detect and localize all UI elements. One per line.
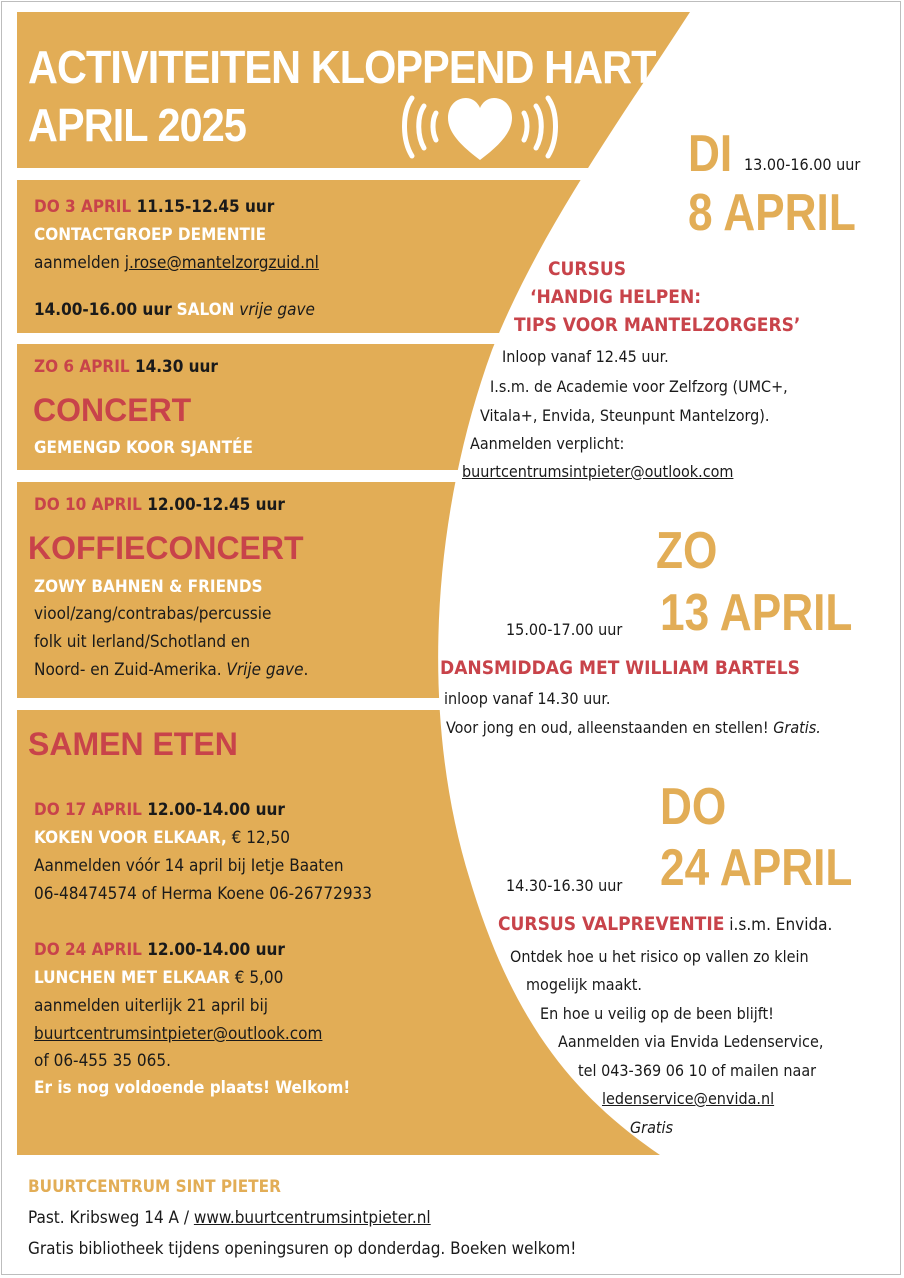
- event-date-line: [34, 800, 285, 820]
- signup-line: [34, 253, 319, 273]
- event-time: 14.30 uur: [134, 357, 218, 377]
- salon-time: 14.00-16.00 uur: [34, 300, 172, 320]
- event-title: CONCERT: [33, 392, 192, 428]
- event-day: DO 24 APRIL: [34, 940, 142, 960]
- event-description-2: 06-48474574 of Herma Koene 06-26772933: [34, 884, 372, 904]
- section-title: SAMEN ETEN: [28, 726, 238, 762]
- event-title: DANSMIDDAG MET WILLIAM BARTELS: [440, 657, 800, 679]
- event-description-3: En hoe u veilig op de been blijft!: [540, 1004, 774, 1023]
- event-description-3: of 06-455 35 065.: [34, 1051, 171, 1071]
- footer-note: Gratis bibliotheek tijdens openingsuren op donderdag. Boeken welkom!: [28, 1239, 577, 1259]
- event-description-3: [34, 660, 308, 680]
- event-day: DO 3 APRIL: [34, 197, 132, 217]
- event-time: 12.00-14.00 uur: [147, 800, 285, 820]
- footer-address: Past. Kribsweg 14 A /: [28, 1208, 194, 1228]
- event-description-4: Aanmelden via Envida Ledenservice,: [558, 1032, 824, 1051]
- event-title-2: ‘HANDIG HELPEN:: [530, 286, 702, 308]
- event-weekday: DO: [660, 778, 727, 836]
- event-description-1: inloop vanaf 14.30 uur.: [444, 689, 611, 708]
- event-weekday: ZO: [656, 522, 718, 580]
- event-description-1: Ontdek hoe u het risico op vallen zo klein: [510, 947, 809, 966]
- event-title: LUNCHEN MET ELKAAR: [34, 968, 230, 988]
- event-gift: Gratis.: [773, 718, 821, 737]
- event-description-2: mogelijk maakt.: [526, 975, 642, 994]
- event-welcome: Er is nog voldoende plaats! Welkom!: [34, 1078, 351, 1098]
- salon-label: SALON: [176, 300, 235, 320]
- event-time: 15.00-17.00 uur: [506, 620, 623, 639]
- event-date: 24 APRIL: [660, 839, 853, 897]
- event-day: ZO 6 APRIL: [34, 357, 130, 377]
- event-subtitle: ZOWY BAHNEN & FRIENDS: [34, 577, 263, 597]
- separator-stripe: [10, 168, 590, 180]
- event-date: 13 APRIL: [660, 584, 853, 642]
- event-description-1: Inloop vanaf 12.45 uur.: [502, 347, 669, 366]
- event-time: 12.00-12.45 uur: [147, 495, 285, 515]
- separator-stripe: [10, 698, 460, 710]
- signup-email-link[interactable]: buurtcentrumsintpieter@outlook.com: [462, 462, 734, 481]
- event-description-1: Aanmelden vóór 14 april bij Ietje Baaten: [34, 856, 344, 876]
- event-title-3: TIPS VOOR MANTELZORGERS’: [514, 314, 801, 336]
- event-title-1: CURSUS: [548, 258, 627, 280]
- event-date-line: [34, 940, 285, 960]
- event-gift: Gratis: [630, 1118, 674, 1137]
- event-description-2: folk uit Ierland/Schotland en: [34, 632, 251, 652]
- event-price: € 5,00: [234, 968, 284, 988]
- footer-website-link[interactable]: www.buurtcentrumsintpieter.nl: [193, 1208, 431, 1228]
- event-time: 11.15-12.45 uur: [136, 197, 275, 217]
- event-description-1: aanmelden uiterlijk 21 april bij: [34, 996, 269, 1016]
- event-description-5: tel 043-369 06 10 of mailen naar: [578, 1061, 817, 1080]
- event-subtitle: GEMENGD KOOR SJANTÉE: [34, 438, 253, 458]
- event-title: CURSUS VALPREVENTIE: [498, 913, 725, 935]
- event-date-line: [34, 495, 285, 515]
- event-date: 8 APRIL: [688, 184, 856, 242]
- signup-email-link[interactable]: buurtcentrumsintpieter@outlook.com: [34, 1024, 323, 1044]
- event-title: KOFFIECONCERT: [28, 530, 304, 566]
- event-day: DO 17 APRIL: [34, 800, 142, 820]
- event-description-text: Noord- en Zuid-Amerika.: [34, 660, 227, 680]
- event-description-1: viool/zang/contrabas/percussie: [34, 604, 272, 624]
- event-title: CONTACTGROEP DEMENTIE: [34, 225, 267, 245]
- event-title-line: [498, 913, 832, 935]
- separator-stripe: [10, 333, 570, 344]
- salon-gift: vrije gave: [239, 300, 315, 320]
- event-time: 13.00-16.00 uur: [744, 155, 861, 174]
- event-title-suffix: i.s.m. Envida.: [724, 915, 833, 935]
- page-title: ACTIVITEITEN KLOPPEND HART: [28, 41, 656, 93]
- event-time: 12.00-14.00 uur: [147, 940, 285, 960]
- event-date-line: [34, 357, 218, 377]
- event-gift: Vrije gave: [226, 660, 304, 680]
- event-title-line: [34, 828, 290, 848]
- signup-email-link[interactable]: ledenservice@envida.nl: [602, 1089, 775, 1108]
- event-description-3: Vitala+, Envida, Steunpunt Mantelzorg).: [480, 406, 770, 425]
- event-day: DO 10 APRIL: [34, 495, 142, 515]
- signup-prefix: aanmelden: [34, 253, 125, 273]
- page-subtitle: APRIL 2025: [28, 99, 247, 151]
- footer-address-line: [28, 1208, 431, 1228]
- signup-email-link[interactable]: j.rose@mantelzorgzuid.nl: [124, 253, 319, 273]
- footer-name: BUURTCENTRUM SINT PIETER: [28, 1177, 281, 1197]
- event-time: 14.30-16.30 uur: [506, 876, 623, 895]
- event-weekday: DI: [688, 125, 733, 183]
- event-description-4: Aanmelden verplicht:: [470, 434, 625, 453]
- event-title-line: [34, 968, 283, 988]
- event-description-2: I.s.m. de Academie voor Zelfzorg (UMC+,: [490, 377, 788, 396]
- event-date-line: [34, 197, 274, 217]
- event-description-end: .: [303, 660, 309, 680]
- event-description-text: Voor jong en oud, alleenstaanden en stellen!: [446, 718, 774, 737]
- event-title: KOKEN VOOR ELKAAR,: [34, 828, 227, 848]
- salon-line: [34, 300, 315, 320]
- event-description-2: [446, 718, 821, 737]
- event-price: € 12,50: [231, 828, 290, 848]
